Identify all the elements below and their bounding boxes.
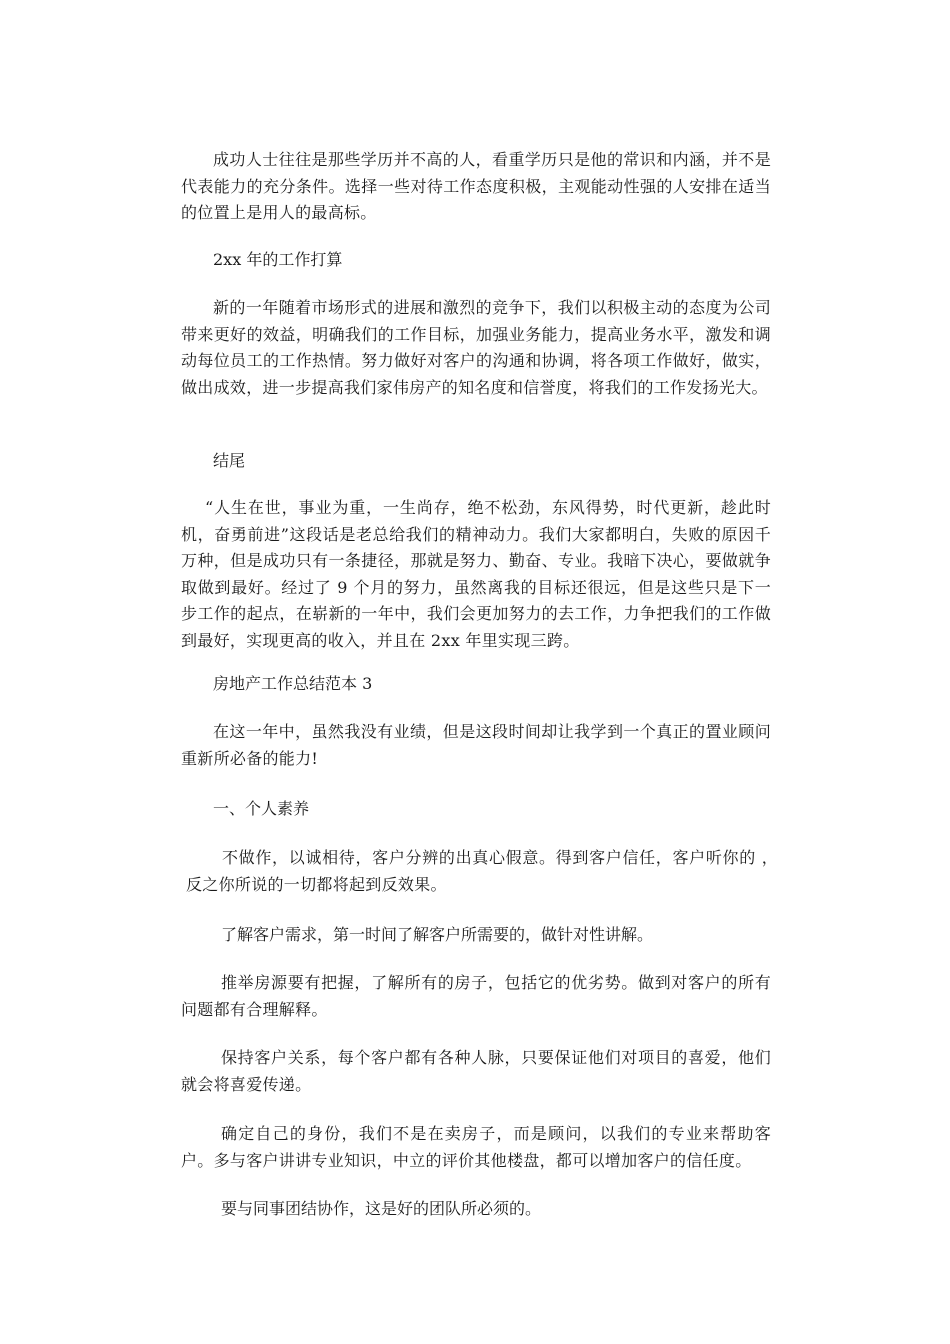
section-heading-work-plan: 2xx 年的工作打算 [213, 250, 343, 269]
paragraph-customer-needs: 了解客户需求，第一时间了解客户所需要的，做针对性讲解。 [221, 925, 654, 944]
paragraph-identity: 确定自己的身份，我们不是在卖房子，而是顾问，以我们的专业来帮助客户。多与客户讲讲专业知识，中立的评价其他楼盘，都可以增加客户的信任度。 [181, 1124, 771, 1170]
paragraph-successful-people: 成功人士往往是那些学历并不高的人，看重学历只是他的常识和内涵，并不是代表能力的充分条件。选择一些对待工作态度积极，主观能动性强的人安排在适当的位置上是用人的最高标。 [181, 150, 771, 222]
paragraph-customer-relations: 保持客户关系，每个客户都有各种人脉，只要保证他们对项目的喜爱，他们就会将喜爱传递。 [181, 1048, 771, 1094]
section-heading-summary-3: 房地产工作总结范本 3 [213, 674, 373, 693]
paragraph-year-review: 在这一年中，虽然我没有业绩，但是这段时间却让我学到一个真正的置业顾问重新所必备的能力! [181, 722, 771, 768]
paragraph-new-year-plan: 新的一年随着市场形式的进展和激烈的竞争下，我们以积极主动的态度为公司带来更好的效益，明确我们的工作目标，加强业务能力，提高业务水平，激发和调动每位员工的工作热情。努力做好对客户的沟通和协调，将各项工作做好，做实，做出成效，进一步提高我们家伟房产的知名度和信誉度，将我们的工作发扬光大。 [181, 298, 771, 397]
paragraph-teamwork: 要与同事团结协作，这是好的团队所必须的。 [221, 1199, 542, 1218]
paragraph-recommend-listings: 推举房源要有把握，了解所有的房子，包括它的优劣势。做到对客户的所有问题都有合理解释。 [181, 973, 771, 1019]
paragraph-conclusion: “人生在世，事业为重，一生尚存，绝不松劲，东风得势，时代更新，趁此时机，奋勇前进”这段话是老总给我们的精神动力。我们大家都明白，失败的原因千万种，但是成功只有一条捷径，那就是努力、勤奋、专业。我暗下决心，要做就争取做到最好。经过了 9 个月的努力，虽然离我的目标还很远，但是这些只是下一步工作的起点，在崭新的一年中，我们会更加努力的去工作，力争把我们的工作做到最好，实现更高的收入，并且在 2xx 年里实现三跨。 [181, 498, 771, 650]
section-heading-personal-quality: 一、个人素养 [213, 799, 310, 818]
paragraph-sincerity: 不做作，以诚相待，客户分辨的出真心假意。得到客户信任，客户听你的 ，反之你所说的一切都将起到反效果。 [186, 848, 778, 894]
section-heading-conclusion: 结尾 [213, 451, 246, 470]
